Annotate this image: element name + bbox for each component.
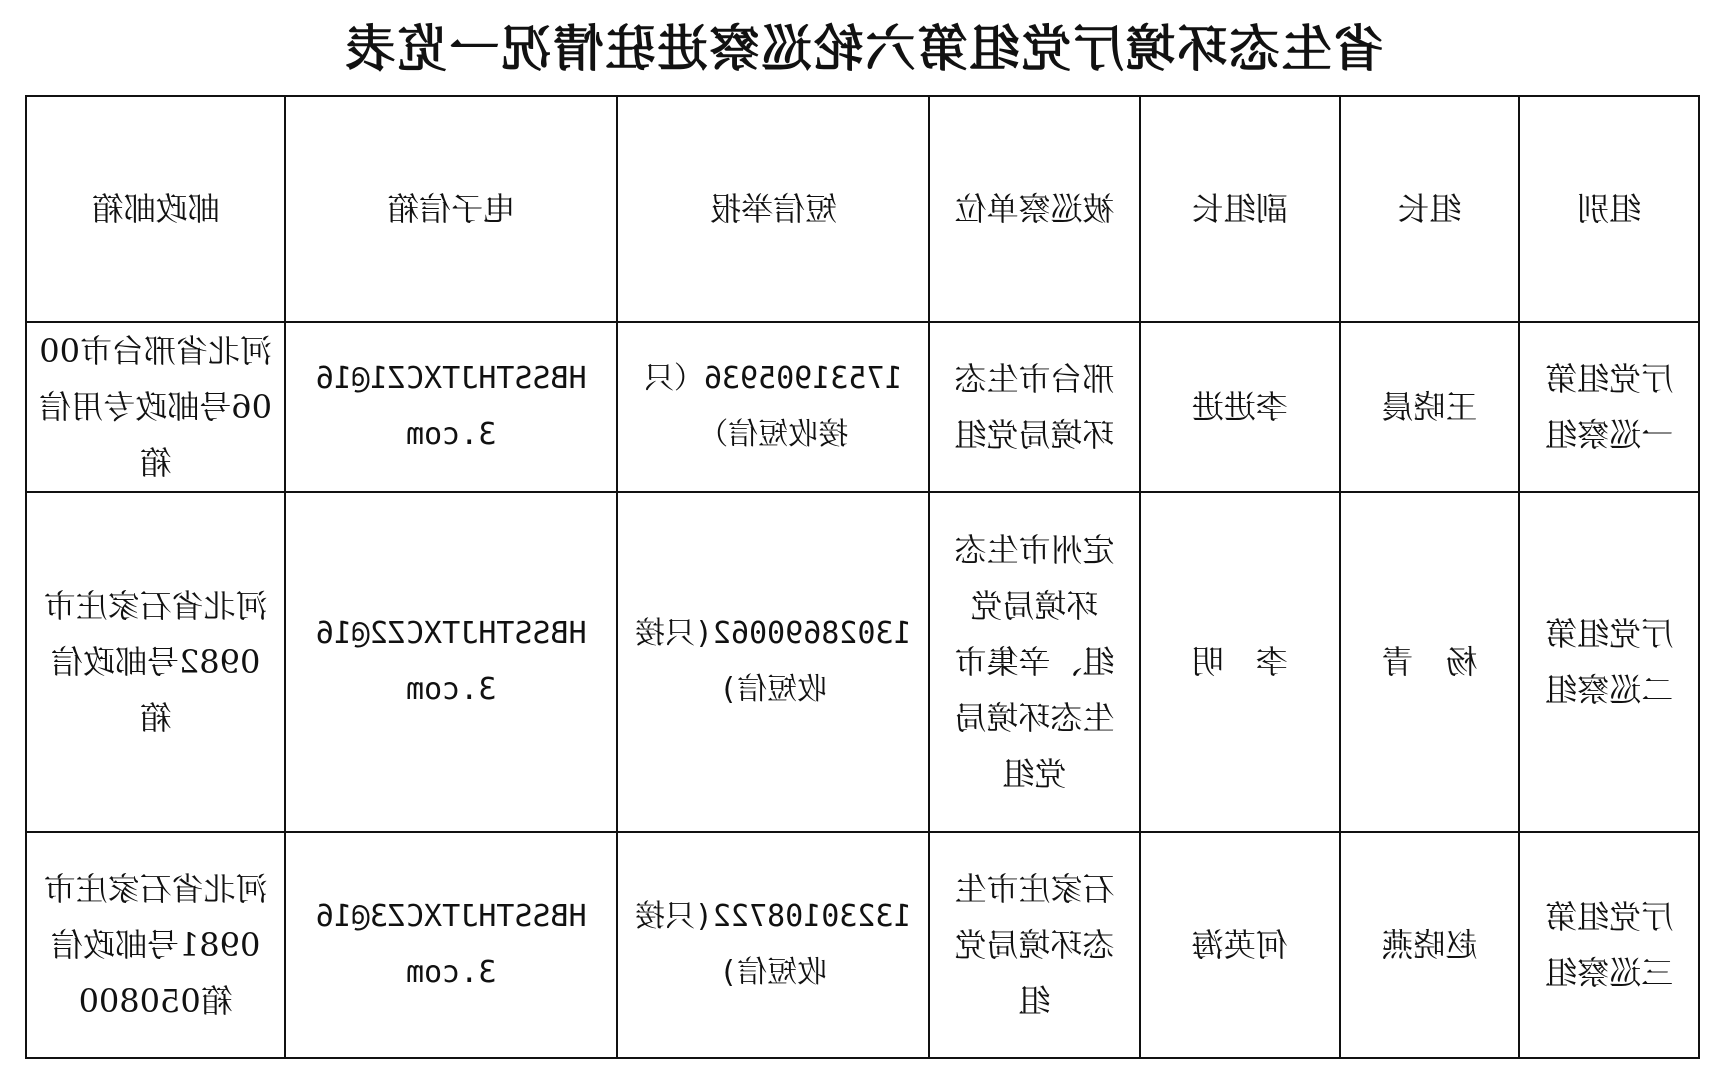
cell-email: HBSSTHJTXCZ1@163.com [285,322,617,492]
header-deputy: 副组长 [1140,96,1340,322]
header-sms-report: 短信举报 [617,96,929,322]
table-row [26,322,1699,492]
header-email: 电子信箱 [285,96,617,322]
cell-deputy: 何英海 [1140,832,1340,1058]
cell-postal: 河北省邢台市0006号邮政专用信箱 [26,322,285,492]
cell-inspected-unit: 石家庄市生态环境局党组 [929,832,1139,1058]
cell-sms-report: 17531905936（只接收短信） [617,322,929,492]
cell-group: 厅党组第一巡察组 [1519,322,1699,492]
cell-sms-report: 13028690062(只接收短信) [617,492,929,832]
cell-sms-report: 13230108722(只接收短信) [617,832,929,1058]
header-group: 组别 [1519,96,1699,322]
cell-leader: 王晓晨 [1340,322,1520,492]
cell-email: HBSSTHJTXCZ3@163.com [285,832,617,1058]
cell-group: 厅党组第二巡察组 [1519,492,1699,832]
cell-inspected-unit: 邢台市生态环境局党组 [929,322,1139,492]
cell-group: 厅党组第三巡察组 [1519,832,1699,1058]
table-header-row [26,96,1699,322]
cell-email: HBSSTHJTXCZ2@163.com [285,492,617,832]
cell-postal: 河北省石家庄市0981号邮政信箱050800 [26,832,285,1058]
cell-inspected-unit: 定州市生态环境局党组、辛集市生态环境局党组 [929,492,1139,832]
cell-deputy: 李进进 [1140,322,1340,492]
table-row [26,492,1699,832]
cell-deputy: 李 明 [1140,492,1340,832]
table-row [26,832,1699,1058]
page-title: 省生态环境厅党组第六轮巡察进驻情况一览表 [343,19,1384,78]
cell-leader: 赵晓燕 [1340,832,1520,1058]
header-postal: 邮政邮箱 [26,96,285,322]
header-inspected-unit: 被巡察单位 [929,96,1139,322]
cell-leader: 杨 青 [1340,492,1520,832]
header-leader: 组长 [1340,96,1520,322]
inspection-table [25,95,1700,1059]
cell-postal: 河北省石家庄市0982号邮政信箱 [26,492,285,832]
